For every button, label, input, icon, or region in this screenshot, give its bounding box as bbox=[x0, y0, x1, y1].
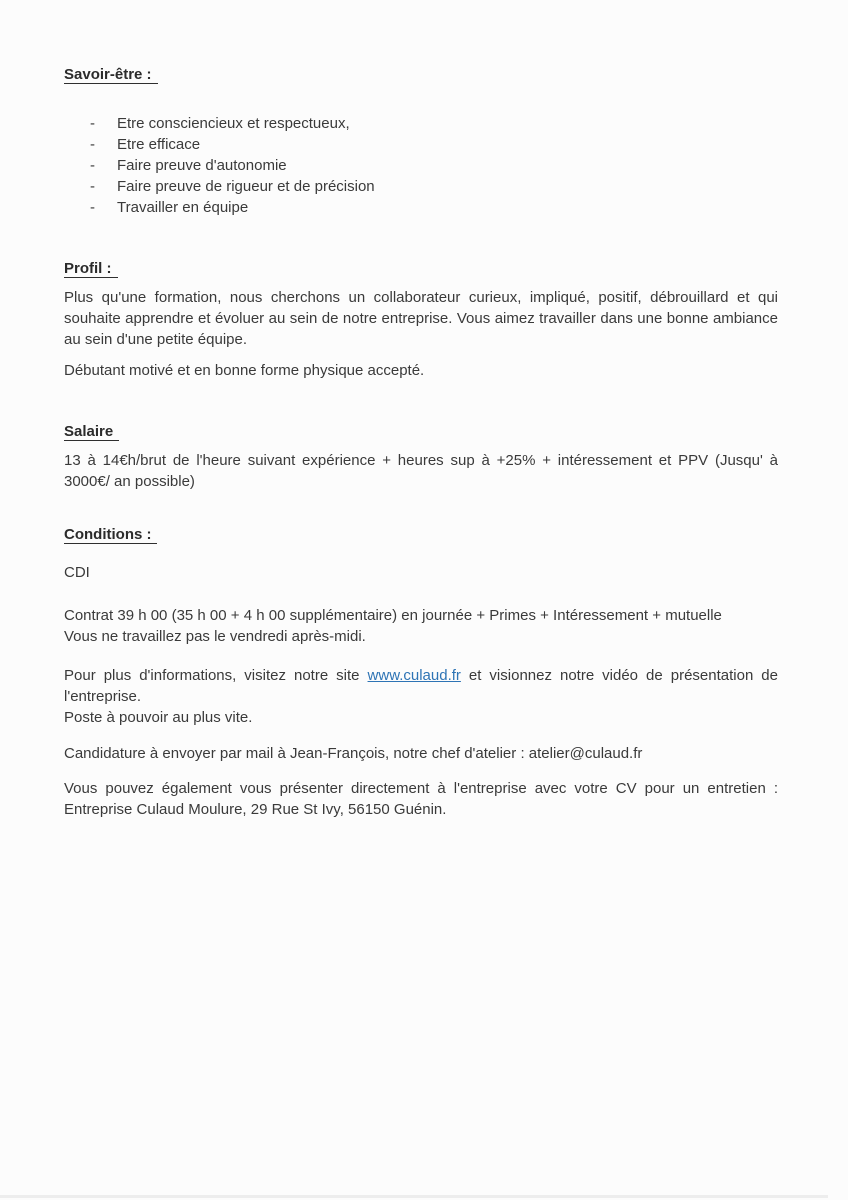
conditions-heading bbox=[64, 524, 778, 545]
list-item bbox=[64, 134, 778, 155]
info-paragraph bbox=[64, 665, 778, 707]
availability-line: Poste à pouvoir au plus vite. bbox=[64, 709, 253, 726]
dash-bullet: - bbox=[90, 157, 95, 174]
list-item bbox=[64, 155, 778, 176]
salaire-heading bbox=[64, 421, 778, 442]
scan-edge-artifact bbox=[0, 1195, 828, 1198]
list-item bbox=[64, 113, 778, 134]
savoir-etre-list bbox=[64, 113, 778, 218]
dash-bullet: - bbox=[90, 115, 95, 132]
list-item-text: Faire preuve de rigueur et de précision bbox=[117, 178, 375, 195]
conditions-heading-text: Conditions : bbox=[64, 526, 157, 544]
profil-heading bbox=[64, 258, 778, 279]
savoir-etre-heading-text: Savoir-être : bbox=[64, 66, 158, 84]
profil-note-paragraph: Débutant motivé et en bonne forme physique accepté. bbox=[64, 362, 425, 379]
salaire-paragraph: 13 à 14€h/brut de l'heure suivant expérience + heures sup à +25% + intéressement et PPV (Jusqu' à 3000€/ an possible) bbox=[64, 452, 778, 490]
list-item-text: Faire preuve d'autonomie bbox=[117, 157, 287, 174]
list-item-text: Travailler en équipe bbox=[117, 199, 249, 216]
dash-bullet: - bbox=[90, 199, 95, 216]
contract-type: CDI bbox=[64, 564, 90, 581]
application-paragraph: Candidature à envoyer par mail à Jean-François, notre chef d'atelier : atelier@culaud.fr bbox=[64, 745, 643, 762]
list-item-text: Etre efficace bbox=[117, 136, 201, 153]
dash-bullet: - bbox=[90, 136, 95, 153]
profil-intro-paragraph: Plus qu'une formation, nous cherchons un collaborateur curieux, impliqué, positif, débrouillard et qui souhaite apprendre et évoluer au sein de notre entreprise. Vous aimez travailler dans une bonne ambiance au sein d'une petite équipe. bbox=[64, 289, 778, 348]
contract-details-block bbox=[64, 605, 778, 647]
info-before-link: Pour plus d'informations, visitez notre site bbox=[64, 667, 368, 684]
info-after-link: et visionnez notre vidéo de présentation de l'entreprise. bbox=[64, 667, 778, 705]
friday-note-line: Vous ne travaillez pas le vendredi après-midi. bbox=[64, 628, 366, 645]
info-block bbox=[64, 665, 778, 728]
profil-heading-text: Profil : bbox=[64, 260, 118, 278]
website-link[interactable]: www.culaud.fr bbox=[367, 667, 461, 684]
savoir-etre-heading bbox=[64, 64, 778, 85]
walk-in-paragraph: Vous pouvez également vous présenter directement à l'entreprise avec votre CV pour un entretien : Entreprise Culaud Moulure, 29 Rue St Ivy, 56150 Guénin. bbox=[64, 780, 778, 818]
contract-details-line: Contrat 39 h 00 (35 h 00 + 4 h 00 supplémentaire) en journée + Primes + Intéressement + mutuelle bbox=[64, 607, 722, 624]
list-item bbox=[64, 197, 778, 218]
list-item bbox=[64, 176, 778, 197]
list-item-text: Etre consciencieux et respectueux, bbox=[117, 115, 350, 132]
salaire-heading-text: Salaire bbox=[64, 423, 119, 441]
dash-bullet: - bbox=[90, 178, 95, 195]
